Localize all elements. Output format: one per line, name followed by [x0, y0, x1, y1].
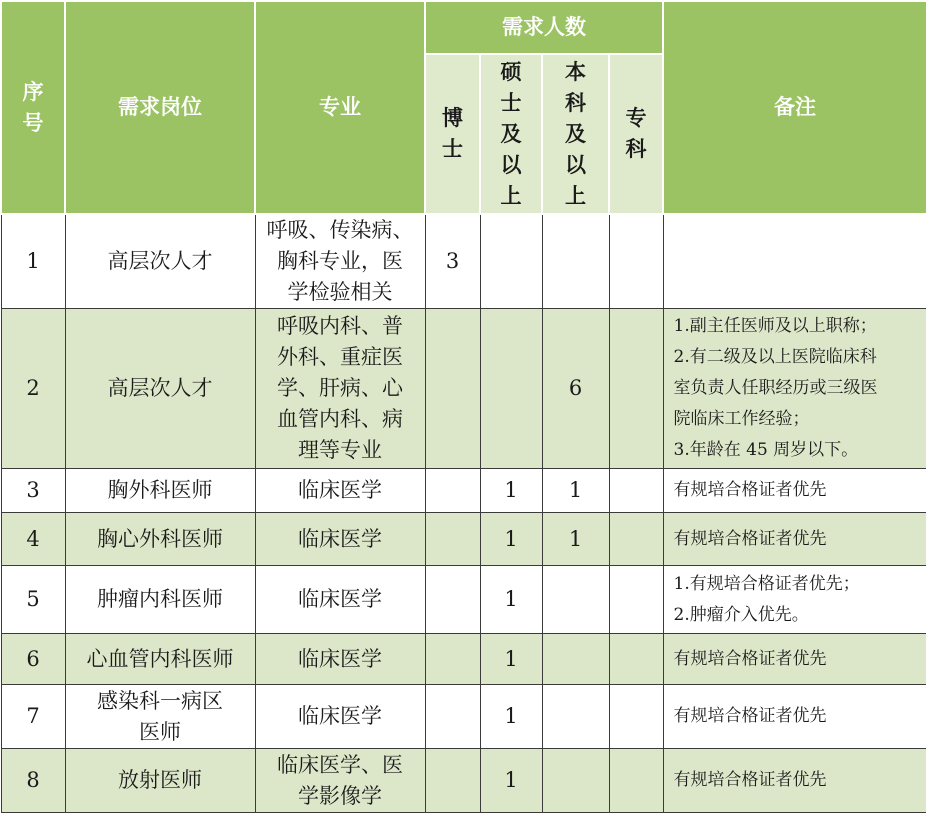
cell-position: 放射医师 — [65, 749, 255, 813]
cell-remark — [663, 214, 926, 309]
cell-phd — [425, 634, 480, 685]
cell-position: 心血管内科医师 — [65, 634, 255, 685]
cell-bachelor: 6 — [542, 309, 609, 469]
header-remark: 备注 — [663, 1, 926, 214]
cell-remark: 有规培合格证者优先 — [663, 469, 926, 513]
cell-seq: 2 — [1, 309, 65, 469]
header-major: 专业 — [255, 1, 425, 214]
table-row — [1, 469, 926, 513]
table-row — [1, 749, 926, 813]
table-row — [1, 566, 926, 634]
cell-position: 肿瘤内科医师 — [65, 566, 255, 634]
cell-college — [609, 749, 663, 813]
header-position: 需求岗位 — [65, 1, 255, 214]
cell-major: 呼吸、传染病、 胸科专业，医 学检验相关 — [255, 214, 425, 309]
cell-major: 临床医学、医 学影像学 — [255, 749, 425, 813]
cell-remark: 1.有规培合格证者优先； 2.肿瘤介入优先。 — [663, 566, 926, 634]
table-row — [1, 634, 926, 685]
cell-college — [609, 469, 663, 513]
cell-college — [609, 214, 663, 309]
header-seq: 序 号 — [1, 1, 65, 214]
header-college: 专 科 — [609, 54, 663, 214]
cell-phd — [425, 469, 480, 513]
cell-major: 临床医学 — [255, 469, 425, 513]
cell-master — [480, 309, 542, 469]
table-row — [1, 685, 926, 749]
cell-master: 1 — [480, 634, 542, 685]
cell-bachelor — [542, 685, 609, 749]
cell-major: 临床医学 — [255, 634, 425, 685]
cell-college — [609, 634, 663, 685]
cell-master: 1 — [480, 469, 542, 513]
cell-major: 临床医学 — [255, 685, 425, 749]
cell-master: 1 — [480, 513, 542, 566]
header-bachelor: 本 科 及 以 上 — [542, 54, 609, 214]
cell-master: 1 — [480, 685, 542, 749]
table-row — [1, 513, 926, 566]
cell-seq: 7 — [1, 685, 65, 749]
cell-phd — [425, 749, 480, 813]
cell-bachelor — [542, 566, 609, 634]
cell-major: 临床医学 — [255, 513, 425, 566]
table-row — [1, 309, 926, 469]
cell-master: 1 — [480, 566, 542, 634]
cell-seq: 3 — [1, 469, 65, 513]
cell-college — [609, 685, 663, 749]
cell-remark: 有规培合格证者优先 — [663, 685, 926, 749]
cell-major: 呼吸内科、普 外科、重症医 学、肝病、心 血管内科、病 理等专业 — [255, 309, 425, 469]
cell-position: 感染科一病区 医师 — [65, 685, 255, 749]
cell-college — [609, 566, 663, 634]
cell-major: 临床医学 — [255, 566, 425, 634]
cell-position: 胸心外科医师 — [65, 513, 255, 566]
cell-phd — [425, 309, 480, 469]
cell-position: 胸外科医师 — [65, 469, 255, 513]
cell-phd: 3 — [425, 214, 480, 309]
header-demand: 需求人数 — [425, 1, 663, 54]
cell-seq: 8 — [1, 749, 65, 813]
cell-phd — [425, 513, 480, 566]
cell-bachelor — [542, 214, 609, 309]
table-row — [1, 214, 926, 309]
cell-bachelor: 1 — [542, 469, 609, 513]
cell-college — [609, 309, 663, 469]
cell-seq: 4 — [1, 513, 65, 566]
cell-bachelor: 1 — [542, 513, 609, 566]
cell-phd — [425, 685, 480, 749]
cell-position: 高层次人才 — [65, 309, 255, 469]
cell-seq: 6 — [1, 634, 65, 685]
cell-remark: 有规培合格证者优先 — [663, 634, 926, 685]
cell-remark: 有规培合格证者优先 — [663, 749, 926, 813]
cell-seq: 1 — [1, 214, 65, 309]
cell-master: 1 — [480, 749, 542, 813]
header-master: 硕 士 及 以 上 — [480, 54, 542, 214]
cell-seq: 5 — [1, 566, 65, 634]
cell-phd — [425, 566, 480, 634]
cell-remark: 1.副主任医师及以上职称； 2.有二级及以上医院临床科 室负责人任职经历或三级医 院临床工作经验； 3.年龄在 45 周岁以下。 — [663, 309, 926, 469]
cell-remark: 有规培合格证者优先 — [663, 513, 926, 566]
cell-bachelor — [542, 749, 609, 813]
cell-master — [480, 214, 542, 309]
cell-college — [609, 513, 663, 566]
cell-position: 高层次人才 — [65, 214, 255, 309]
cell-bachelor — [542, 634, 609, 685]
header-phd: 博 士 — [425, 54, 480, 214]
